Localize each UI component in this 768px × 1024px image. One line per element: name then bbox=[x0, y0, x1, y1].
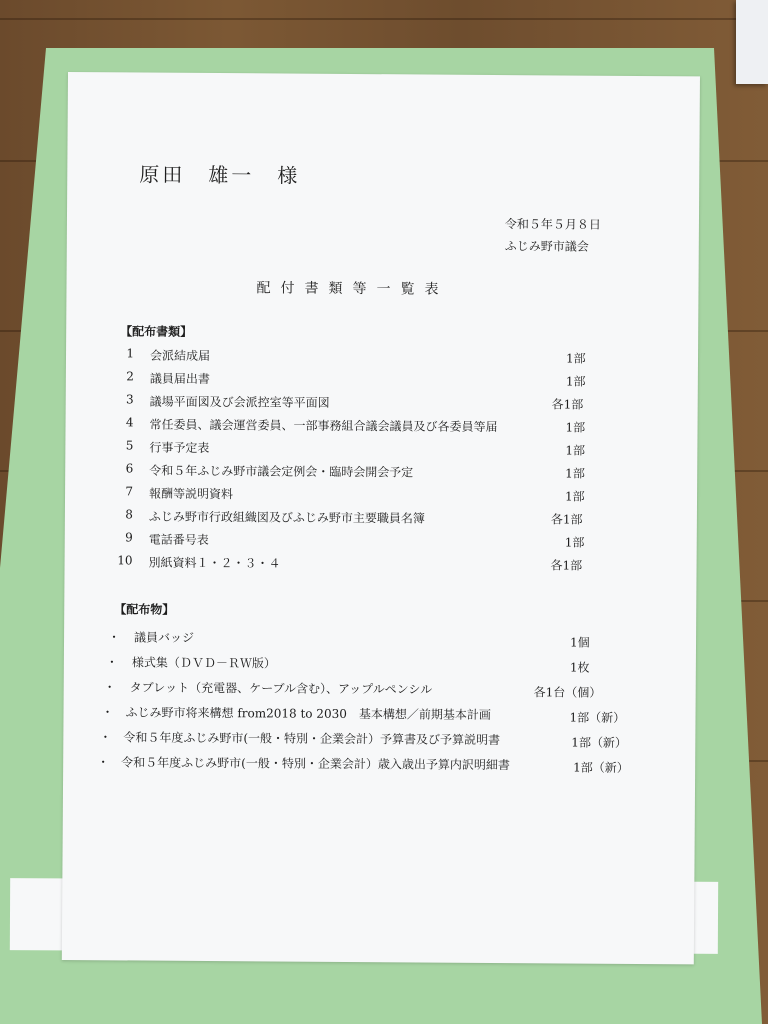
article-quantity: 1個 bbox=[569, 635, 590, 650]
document-number: 8 bbox=[125, 507, 133, 522]
document-quantity: 1部 bbox=[565, 420, 586, 435]
document-name: 行事予定表 bbox=[149, 440, 210, 455]
article-name: 議員バッジ bbox=[134, 630, 195, 645]
bullet-mark: ・ bbox=[99, 730, 112, 745]
article-quantity: 1部（新） bbox=[571, 735, 628, 750]
document-name: 議員届出書 bbox=[149, 371, 210, 386]
document-quantity: 1部 bbox=[565, 443, 586, 458]
recipient-name: 原田 雄一 様 bbox=[139, 162, 301, 188]
document-quantity: 各1部 bbox=[551, 397, 584, 412]
article-name: タブレット（充電器、ケーブル含む）、アップルペンシル bbox=[129, 680, 433, 697]
document-quantity: 各1部 bbox=[550, 512, 583, 527]
document-quantity: 1部 bbox=[564, 489, 585, 504]
bullet-mark: ・ bbox=[101, 705, 114, 720]
document-number: 4 bbox=[125, 415, 134, 430]
document-name: 令和５年ふじみ野市議会定例会・臨時会開会予定 bbox=[149, 463, 414, 480]
article-quantity: 1部（新） bbox=[573, 760, 629, 775]
document-number: 5 bbox=[125, 438, 134, 453]
document-number: 7 bbox=[125, 484, 134, 499]
document-name: 常任委員、議会運営委員、一部事務組合議会議員及び各委員等届 bbox=[149, 417, 498, 435]
bullet-mark: ・ bbox=[108, 630, 121, 645]
box-corner bbox=[736, 0, 768, 84]
sender-organization: ふじみ野市議会 bbox=[504, 239, 589, 254]
document-page bbox=[62, 72, 700, 964]
articles-heading: 【配布物】 bbox=[114, 602, 175, 617]
document-name: ふじみ野市行政組織図及びふじみ野市主要職員名簿 bbox=[148, 509, 425, 526]
document-name: 別紙資料１・２・３・４ bbox=[148, 555, 281, 571]
issue-date: 令和５年５月８日 bbox=[504, 217, 602, 232]
article-quantity: 1枚 bbox=[569, 660, 590, 675]
document-quantity: 1部 bbox=[565, 374, 586, 389]
document-quantity: 1部 bbox=[564, 535, 585, 550]
documents-heading: 【配布書類】 bbox=[120, 324, 193, 339]
document-number: 9 bbox=[125, 530, 133, 545]
document-name: 会派結成届 bbox=[149, 348, 211, 363]
document-name: 電話番号表 bbox=[148, 532, 209, 547]
bullet-mark: ・ bbox=[103, 680, 116, 695]
article-name: 令和５年度ふじみ野市(一般・特別・企業会計）予算書及び予算説明書 bbox=[123, 730, 501, 748]
article-name: 令和５年度ふじみ野市(一般・特別・企業会計）歳入歳出予算内訳明細書 bbox=[121, 755, 510, 773]
document-number: 6 bbox=[125, 461, 134, 476]
document-number: 10 bbox=[117, 553, 133, 568]
document-number: 1 bbox=[126, 346, 135, 361]
document-number: 3 bbox=[126, 392, 134, 407]
document-quantity: 1部 bbox=[565, 351, 586, 366]
document-quantity: 1部 bbox=[565, 466, 585, 481]
bullet-mark: ・ bbox=[97, 755, 110, 770]
document-name: 議場平面図及び会派控室等平面図 bbox=[149, 394, 330, 410]
document-name: 報酬等説明資料 bbox=[149, 486, 234, 502]
bullet-mark: ・ bbox=[105, 655, 118, 670]
document-number: 2 bbox=[126, 369, 134, 384]
document-title: 配付書類等一覧表 bbox=[256, 280, 449, 298]
article-name: 様式集（ＤＶＤ－ＲＷ版） bbox=[131, 655, 276, 671]
article-quantity: 1部（新） bbox=[569, 710, 626, 725]
article-name: ふじみ野市将来構想 from2018 to 2030 基本構想／前期基本計画 bbox=[125, 705, 491, 722]
article-quantity: 各1台（個） bbox=[533, 685, 602, 700]
document-quantity: 各1部 bbox=[550, 558, 583, 573]
